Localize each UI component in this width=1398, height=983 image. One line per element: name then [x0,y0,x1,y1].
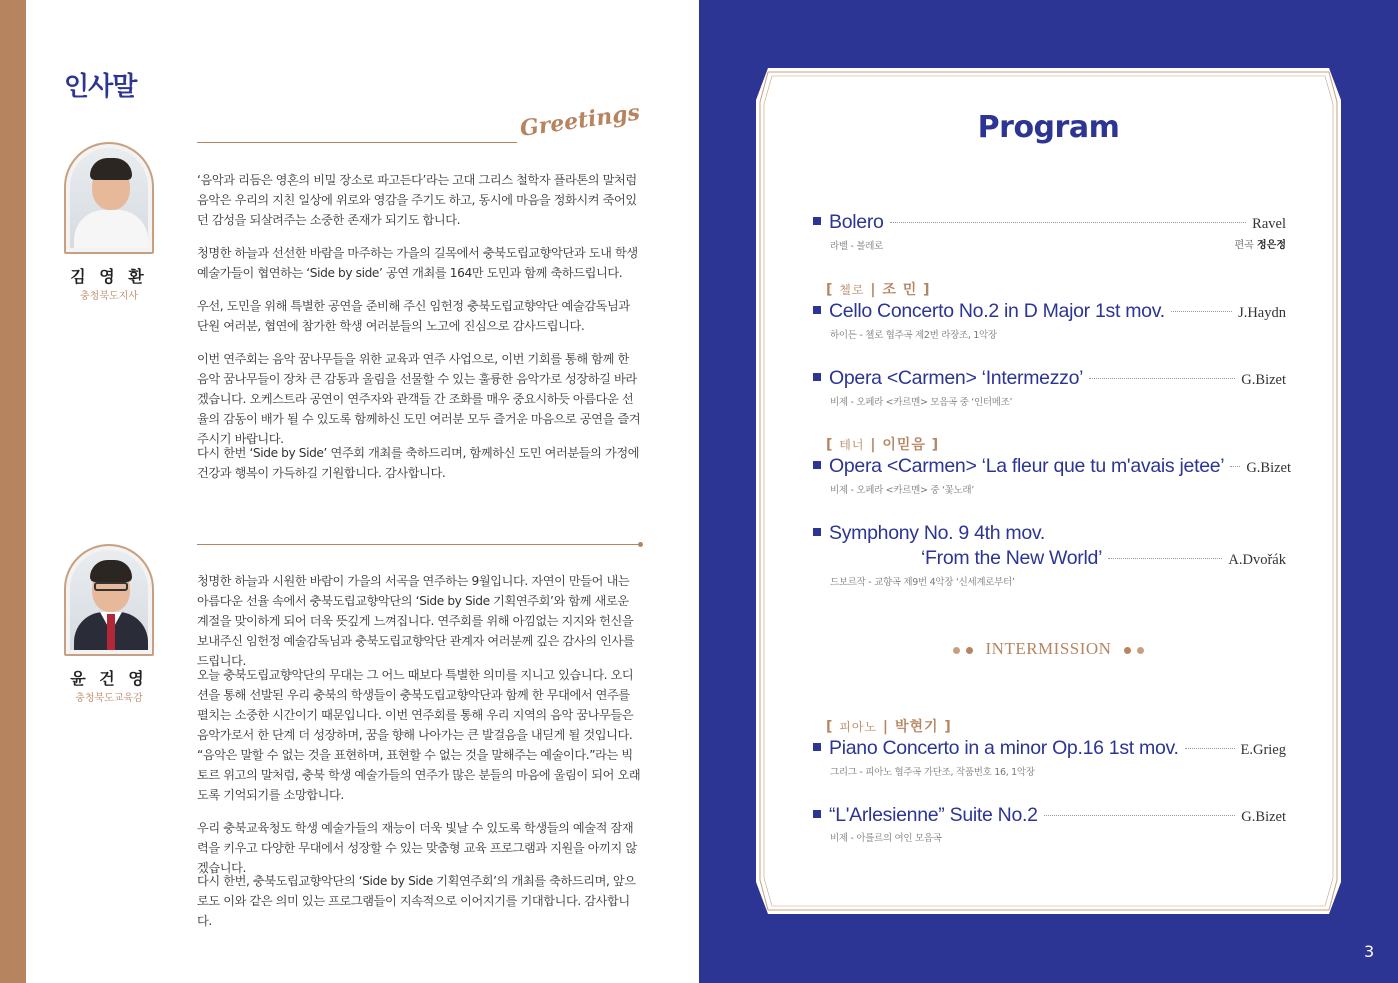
piece-subtitle: 하이든 - 첼로 협주곡 제2번 라장조, 1악장 [830,330,997,341]
piece-title: Symphony No. 9 4th mov. [829,522,1046,544]
person-role-2: 충청북도교육감 [75,693,143,704]
left-edge-strip [0,0,26,983]
greeting1-paragraph-4: 이번 연주회는 음악 꿈나무들을 위한 교육과 연주 사업으로, 이번 기회를 통해 함께 한 음악 꿈나무들이 장차 큰 감동과 울림을 선물할 수 있는 훌륭한 음악가로 성장하길 바라겠습니다. 오케스트라 공연이 연주자와 관객들 간 조화를 매우 중요시하듯 아름다운 선율의 감동이 배가 될 수 있도록 함께하신 도민 여러분 모두 즐거운 마음으로 공연을 즐겨주시기 바랍니다. [197,352,641,446]
program-item-bolero [813,211,1286,234]
portrait-governor [64,142,154,254]
greeting2-paragraph-3: 우리 충북교육청도 학생 예술가들의 재능이 더욱 빛날 수 있도록 학생들의 예술적 잠재력을 키우고 다양한 무대에서 성장할 수 있는 맞춤형 교육 프로그램과 지원을 아끼지 않겠습니다. [197,821,637,875]
arranger: 편곡 정은정 [1234,240,1286,251]
greetings-divider-2 [197,544,641,545]
piece-subtitle: 비제 - 오페라 <카르멘> 모음곡 중 ‘인터메조’ [830,397,1013,408]
composer: G.Bizet [1246,460,1292,476]
person-name-1: 김 영 환 [70,267,148,286]
program-item-grieg [813,737,1286,760]
greeting2-paragraph-4: 다시 한번, 충북도립교향악단의 ‘Side by Side 기획연주회’의 개최를 축하드리며, 앞으로도 이와 같은 의미 있는 프로그램들이 지속적으로 이어지기를 기대합니다. 감사합니다. [197,874,636,928]
composer: J.Haydn [1238,305,1286,321]
program-item-symphony [813,522,1286,545]
portrait-superintendent [64,544,154,656]
piece-subtitle: 라벨 - 볼레로 [830,241,883,252]
composer: G.Bizet [1241,372,1286,388]
bullet-icon [813,306,821,314]
program-item-flower-song [813,455,1292,478]
bullet-icon [813,373,821,381]
program-title: Program [977,110,1120,145]
dot-leader [1171,311,1232,312]
bullet-icon [813,743,821,751]
dot-icon [1137,647,1144,654]
piece-subtitle: 비제 - 아를르의 여인 모음곡 [830,833,942,844]
greetings-divider [197,142,517,143]
dot-leader [1044,815,1236,816]
piece-title: Opera <Carmen> ‘La fleur que tu m'avais jetee’ [829,455,1225,477]
greeting2-paragraph-2: 오늘 충북도립교향악단의 무대는 그 어느 때보다 특별한 의미를 지니고 있습니다. 오디션을 통해 선발된 우리 충북의 학생들이 충북도립교향악단과 함께 한 무대에서 연주를 펼치는 소중한 시간이기 때문입니다. 이번 연주회를 통해 우리 지역의 음악 꿈나무들은 음악가로서 한 단계 더 성장하며, 꿈을 향해 나아가는 큰 발걸음을 내딛게 될 것입니다. “음악은 말할 수 없는 것을 표현하며, 표현할 수 없는 것을 말해주는 예술이다.”라는 빅토르 위고의 말처럼, 충북 학생 예술가들의 연주가 많은 분들의 마음에 울림이 되어 오래도록 기억되기를 소망합니다. [197,668,641,802]
dot-leader [1230,466,1240,467]
dot-icon [966,647,973,654]
bullet-icon [813,461,821,469]
performer-cello: [ 첼로 | 조 민 ] [826,282,931,298]
dot-icon [953,647,960,654]
greeting1-paragraph-5: 다시 한번 ‘Side by Side’ 연주회 개최를 축하드리며, 함께하신 도민 여러분들의 가정에 건강과 행복이 가득하길 기원합니다. 감사합니다. [197,446,640,480]
program-item-arlesienne [813,804,1286,827]
program-item-haydn [813,300,1286,323]
bullet-icon [813,528,821,536]
dot-leader [1185,748,1235,749]
composer: A.Dvořák [1228,552,1286,568]
greeting1-paragraph-3: 우선, 도민을 위해 특별한 공연을 준비해 주신 임헌정 충북도립교향악단 예술감독님과 단원 여러분, 협연에 참가한 학생 여러분들의 노고에 진심으로 감사드립니다. [197,299,630,333]
greeting1-paragraph-2: 청명한 하늘과 선선한 바람을 마주하는 가을의 길목에서 충북도립교향악단과 도내 학생 예술가들이 협연하는 ‘Side by side’ 공연 개최를 164만 도민과 함께 축하드립니다. [197,246,638,280]
piece-title: Piano Concerto in a minor Op.16 1st mov. [829,737,1179,759]
composer: E.Grieg [1240,742,1286,758]
piece-title: Opera <Carmen> ‘Intermezzo’ [829,367,1084,389]
dot-leader [1089,378,1235,379]
greeting1-paragraph-1: ‘음악과 리듬은 영혼의 비밀 장소로 파고든다’라는 고대 그리스 철학자 플라톤의 말처럼 음악은 우리의 지친 일상에 위로와 영감을 주기도 하고, 동시에 마음을 정화시켜 죽어있던 감성을 되살려주는 소중한 존재가 되기도 합니다. [197,173,637,227]
greetings-heading: Greetings [518,99,642,142]
dot-leader [890,222,1247,223]
program-item-symphony-line2 [921,547,1286,570]
person-role-1: 충청북도지사 [80,291,138,302]
dot-leader [1108,558,1222,559]
greeting2-paragraph-1: 청명한 하늘과 시원한 바람이 가을의 서곡을 연주하는 9월입니다. 자연이 만들어 내는 아름다운 선율 속에서 충북도립교향악단의 ‘Side by Side 기획연주회’와 함께 새로운 계절을 맞이하게 되어 더욱 뜻깊게 느껴집니다. 연주회를 위해 아낌없는 지지와 헌신을 보내주신 임헌정 예술감독님과 충북도립교향악단 관계자 여러분께 깊은 감사의 인사를 드립니다. [197,574,635,668]
page-title: 인사말 [64,72,137,102]
piece-subtitle: 그리그 - 피아노 협주곡 가단조, 작품번호 16, 1악장 [830,767,1035,778]
piece-title: “L'Arlesienne” Suite No.2 [829,804,1038,826]
piece-subtitle: 비제 - 오페라 <카르멘> 중 ‘꽃노래’ [830,485,975,496]
bullet-icon [813,810,821,818]
composer: Ravel [1252,216,1286,232]
composer: G.Bizet [1241,809,1286,825]
page-number: 3 [1364,942,1375,961]
performer-piano: [ 피아노 | 박현기 ] [826,719,952,735]
piece-title: Cello Concerto No.2 in D Major 1st mov. [829,300,1165,322]
person-name-2: 윤 건 영 [70,669,148,688]
performer-tenor: [ 테너 | 이믿음 ] [826,437,940,453]
bullet-icon [813,217,821,225]
piece-title-line2: ‘From the New World’ [921,547,1103,569]
intermission-label: INTERMISSION [756,639,1341,659]
piece-subtitle: 드보르작 - 교향곡 제9번 4악장 ‘신세계로부터’ [830,577,1015,588]
piece-title: Bolero [829,211,884,233]
dot-icon [1124,647,1131,654]
program-item-intermezzo [813,367,1286,390]
